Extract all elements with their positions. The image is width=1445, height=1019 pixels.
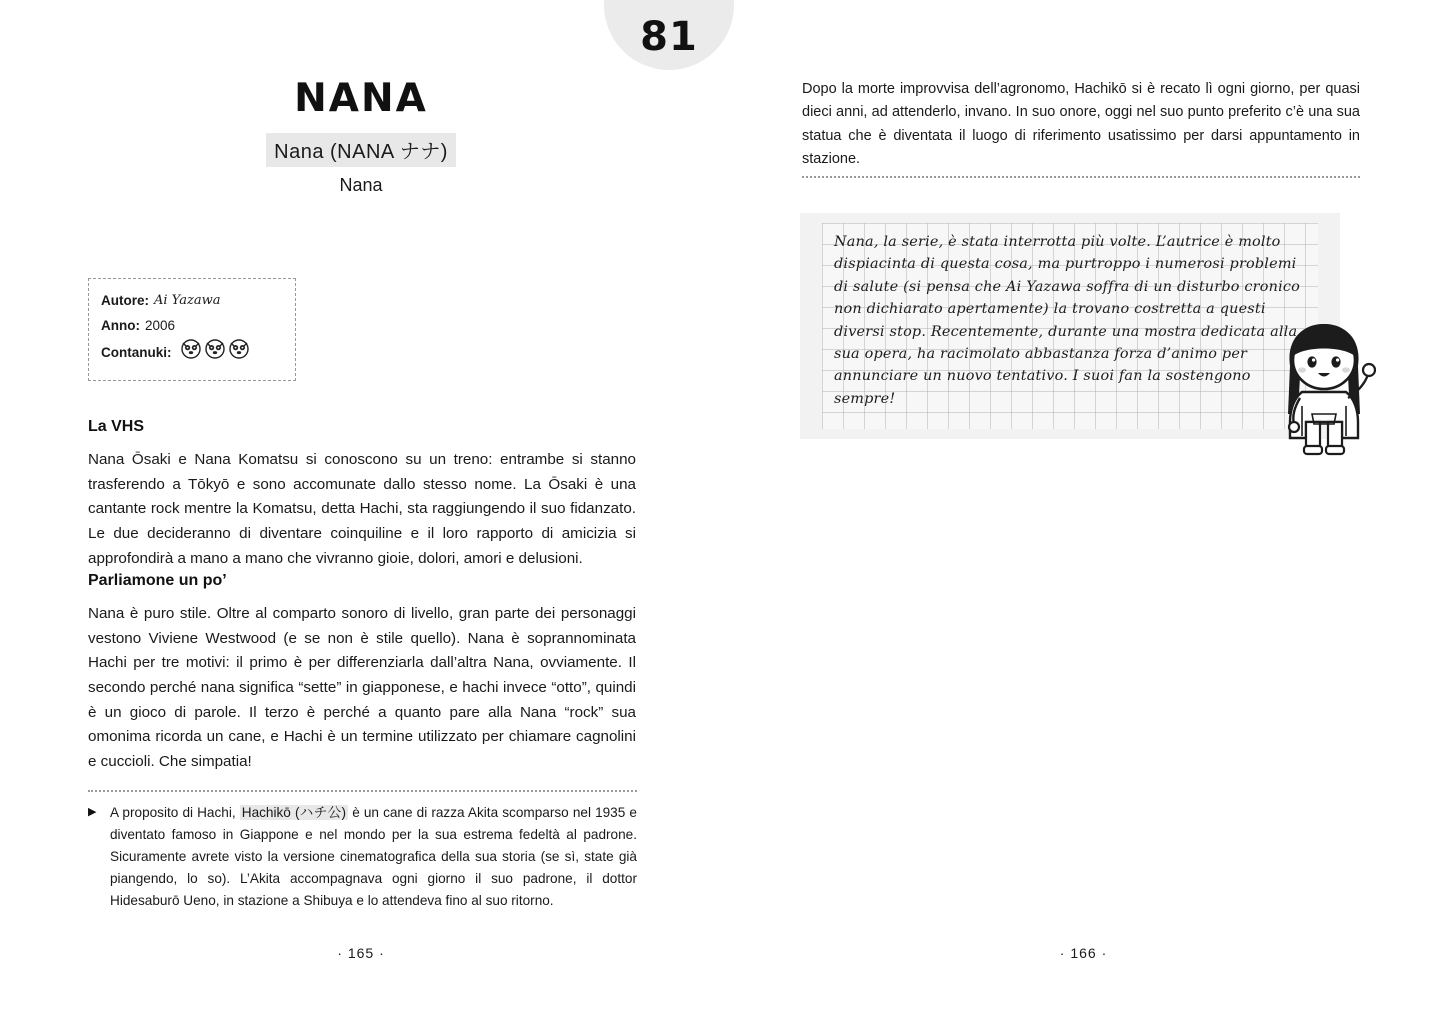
footnote-part1: A proposito di Hachi, [110,805,240,820]
section-heading-la-vhs: La VHS [88,418,145,435]
footnote-highlight: Hachikō (ハチ公) [241,805,347,820]
entry-title-block [0,78,722,196]
page-title: NANA [294,76,428,121]
info-row-anno [101,314,283,339]
title-romaji: Nana [339,174,383,195]
folio-right: · 166 · [1059,945,1108,961]
chapter-number-badge [604,0,734,70]
page-right [722,0,1445,1019]
note-text: Nana, la serie, è stata interrotta più volte. L’autrice è molto dispiacinta di questa cosa, ma purtroppo i numerosi problemi di salute (si pensa che Ai Yazawa soffra di un disturbo cronico non dichiarato apertamente) la trovano costretta a questi diversi stop. Recentemente, durante una mostra dedicata alla sua opera, ha racimolato abbastanza forza d’animo per annunciare un nuovo tentativo. I suoi fan la sostengono sempre! [834,234,1301,407]
info-label-anno: Anno: [101,317,140,333]
folio-left: · 165 · [337,945,385,961]
section-la-vhs [88,418,636,571]
title-japanese: Nana (NANA ナナ) [266,133,456,167]
info-label-autore: Autore: [101,293,149,308]
handwritten-note-card [800,213,1340,439]
divider-right [802,176,1360,178]
footnote [88,802,637,912]
section-heading-parliamone: Parliamone un po’ [88,572,227,589]
info-box [88,278,296,381]
tanuki-icon [181,339,201,368]
tanuki-icon [229,339,249,368]
bullet-icon: ▶ [88,806,97,818]
page-left [0,0,722,1019]
info-row-autore [101,289,283,314]
footnote-part2: è un cane di razza Akita scomparso nel 1935 e diventato famoso in Giappone e nel mondo per la sua estrema fedeltà al padrone. Sicuramente avrete visto la versione cinematografica della sua storia (se sì, state già piangendo, lo so). L’Akita accompagnava ogni giorno il suo padrone, il dottor Hidesaburō Ueno, in stazione a Shibuya e lo attendeva fino al suo ritorno. [110,805,637,909]
info-value-autore: Ai Yazawa [154,293,221,309]
chapter-number: 81 [640,14,698,60]
section-body-la-vhs: Nana Ōsaki e Nana Komatsu si conoscono su un treno: entrambe si stanno trasferendo a Tōkyō e sono accomunate dallo stesso nome. La Ōsaki è una cantante rock mentre la Komatsu, detta Hachi, sta raggiungendo il suo fidanzato. Le due decideranno di diventare coinquiline e il loro rapporto di amicizia si approfondirà a mano a mano che vivranno gioie, dolori, amori e delusioni. [88,451,636,567]
tanuki-icon [205,339,225,368]
mascot-girl-illustration [1272,318,1376,460]
footnote-body [88,802,637,912]
info-label-contanuki: Contanuki: [101,344,172,360]
footnote-continuation: Dopo la morte improvvisa dell’agronomo, Hachikō si è recato lì ogni giorno, per quasi dieci anni, ad attenderlo, invano. In suo onore, oggi nel suo punto preferito c’è una sua statua che è diventata il luogo di riferimento usatissimo per darsi appuntamento in stazione. [802,81,1360,168]
info-value-anno: 2006 [144,317,176,333]
contanuki-rating [181,339,249,368]
divider-left [88,790,637,792]
info-row-contanuki [101,339,283,368]
section-body-parliamone: Nana è puro stile. Oltre al comparto sonoro di livello, gran parte dei personaggi vestono Viviene Westwood (e se non è stile quello). Nana è soprannominata Hachi per tre motivi: il primo è per differenziarla dall’altra Nana, ovviamente. Il secondo perché nana significa “sette” in giapponese, e hachi invece “otto”, quindi è un gioco di parole. Il terzo è perché a quanto pare alla Nana “rock” sua omonima ricorda un cane, e Hachi è un termine utilizzato per chiamare cagnolini e cuccioli. Che simpatia! [88,605,636,770]
section-parliamone [88,572,636,774]
